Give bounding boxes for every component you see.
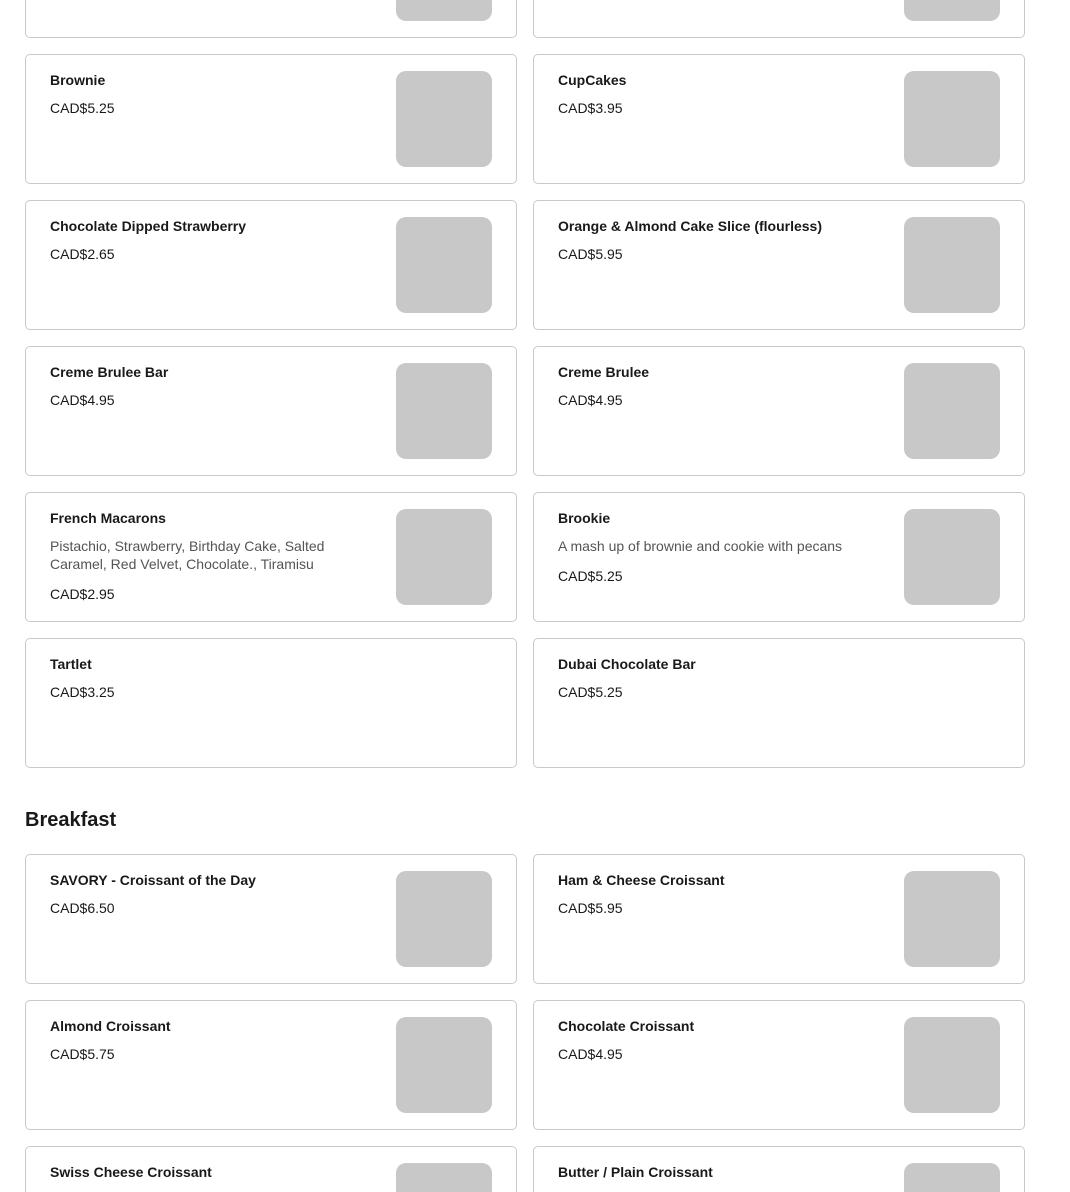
item-price: CAD$2.95 (50, 586, 115, 602)
item-image (904, 1017, 1000, 1113)
item-image (904, 1163, 1000, 1192)
item-price: CAD$5.25 (50, 100, 115, 116)
item-image (396, 363, 492, 459)
item-image (396, 1163, 492, 1192)
menu-item-french-macarons[interactable] (25, 492, 517, 622)
item-name: Ham & Cheese Croissant (558, 872, 725, 888)
item-image (904, 71, 1000, 167)
item-image (904, 0, 1000, 21)
item-name: Orange & Almond Cake Slice (flourless) (558, 218, 822, 234)
item-image (904, 363, 1000, 459)
item-name: Chocolate Dipped Strawberry (50, 218, 247, 234)
menu-item-creme-brulee[interactable] (533, 346, 1025, 476)
item-name: Butter / Plain Croissant (558, 1164, 713, 1180)
menu-item-tartlet[interactable] (25, 638, 517, 768)
item-image (904, 509, 1000, 605)
menu-item-dubai-chocolate-bar[interactable] (533, 638, 1025, 768)
menu-grid-breakfast (25, 854, 1025, 1192)
item-image (396, 0, 492, 21)
item-image (396, 1017, 492, 1113)
menu-item-almond-croissant[interactable] (25, 1000, 517, 1130)
item-image (396, 71, 492, 167)
item-price: CAD$6.50 (50, 900, 115, 916)
item-price: CAD$5.95 (558, 246, 623, 262)
item-price: CAD$5.25 (558, 684, 623, 700)
item-name: Creme Brulee Bar (50, 364, 169, 380)
menu-item-creme-brulee-bar[interactable] (25, 346, 517, 476)
item-image (396, 509, 492, 605)
item-price: CAD$3.25 (50, 684, 115, 700)
menu-item-cupcakes[interactable] (533, 54, 1025, 184)
item-image (396, 871, 492, 967)
item-price: CAD$5.75 (50, 1046, 115, 1062)
menu-item-chocolate-dipped-strawberry[interactable] (25, 200, 517, 330)
item-name: Swiss Cheese Croissant (50, 1164, 212, 1180)
item-image (904, 871, 1000, 967)
item-price: CAD$2.65 (50, 246, 115, 262)
item-name: Brownie (50, 72, 106, 88)
item-name: SAVORY - Croissant of the Day (50, 872, 256, 888)
item-name: Almond Croissant (50, 1018, 171, 1034)
item-name: CupCakes (558, 72, 627, 88)
menu-item-card[interactable] (533, 0, 1025, 38)
item-price: CAD$3.95 (558, 100, 623, 116)
menu-item-brookie[interactable] (533, 492, 1025, 622)
menu-item-savory-croissant[interactable] (25, 854, 517, 984)
item-name: French Macarons (50, 510, 166, 526)
item-image (904, 217, 1000, 313)
menu-grid-desserts (25, 0, 1025, 768)
section-title-breakfast: Breakfast (25, 809, 117, 831)
menu-item-swiss-cheese-croissant[interactable] (25, 1146, 517, 1192)
item-price: CAD$4.95 (558, 392, 623, 408)
item-name: Tartlet (50, 656, 92, 672)
menu-item-card[interactable] (25, 0, 517, 38)
menu-item-orange-almond-cake[interactable] (533, 200, 1025, 330)
item-price: CAD$4.95 (50, 392, 115, 408)
item-name: Creme Brulee (558, 364, 650, 380)
menu-item-chocolate-croissant[interactable] (533, 1000, 1025, 1130)
menu-item-brownie[interactable] (25, 54, 517, 184)
menu-item-ham-cheese-croissant[interactable] (533, 854, 1025, 984)
item-name: Chocolate Croissant (558, 1018, 695, 1034)
item-name: Brookie (558, 510, 611, 526)
item-name: Dubai Chocolate Bar (558, 656, 696, 672)
item-description: A mash up of brownie and cookie with pecans (558, 538, 843, 554)
item-price: CAD$4.95 (558, 1046, 623, 1062)
item-price: CAD$5.95 (558, 900, 623, 916)
item-image (396, 217, 492, 313)
item-price: CAD$5.25 (558, 568, 623, 584)
item-description: Pistachio, Strawberry, Birthday Cake, Salted Caramel, Red Velvet, Chocolate., Tiramisu (50, 538, 325, 572)
menu-item-butter-plain-croissant[interactable] (533, 1146, 1025, 1192)
